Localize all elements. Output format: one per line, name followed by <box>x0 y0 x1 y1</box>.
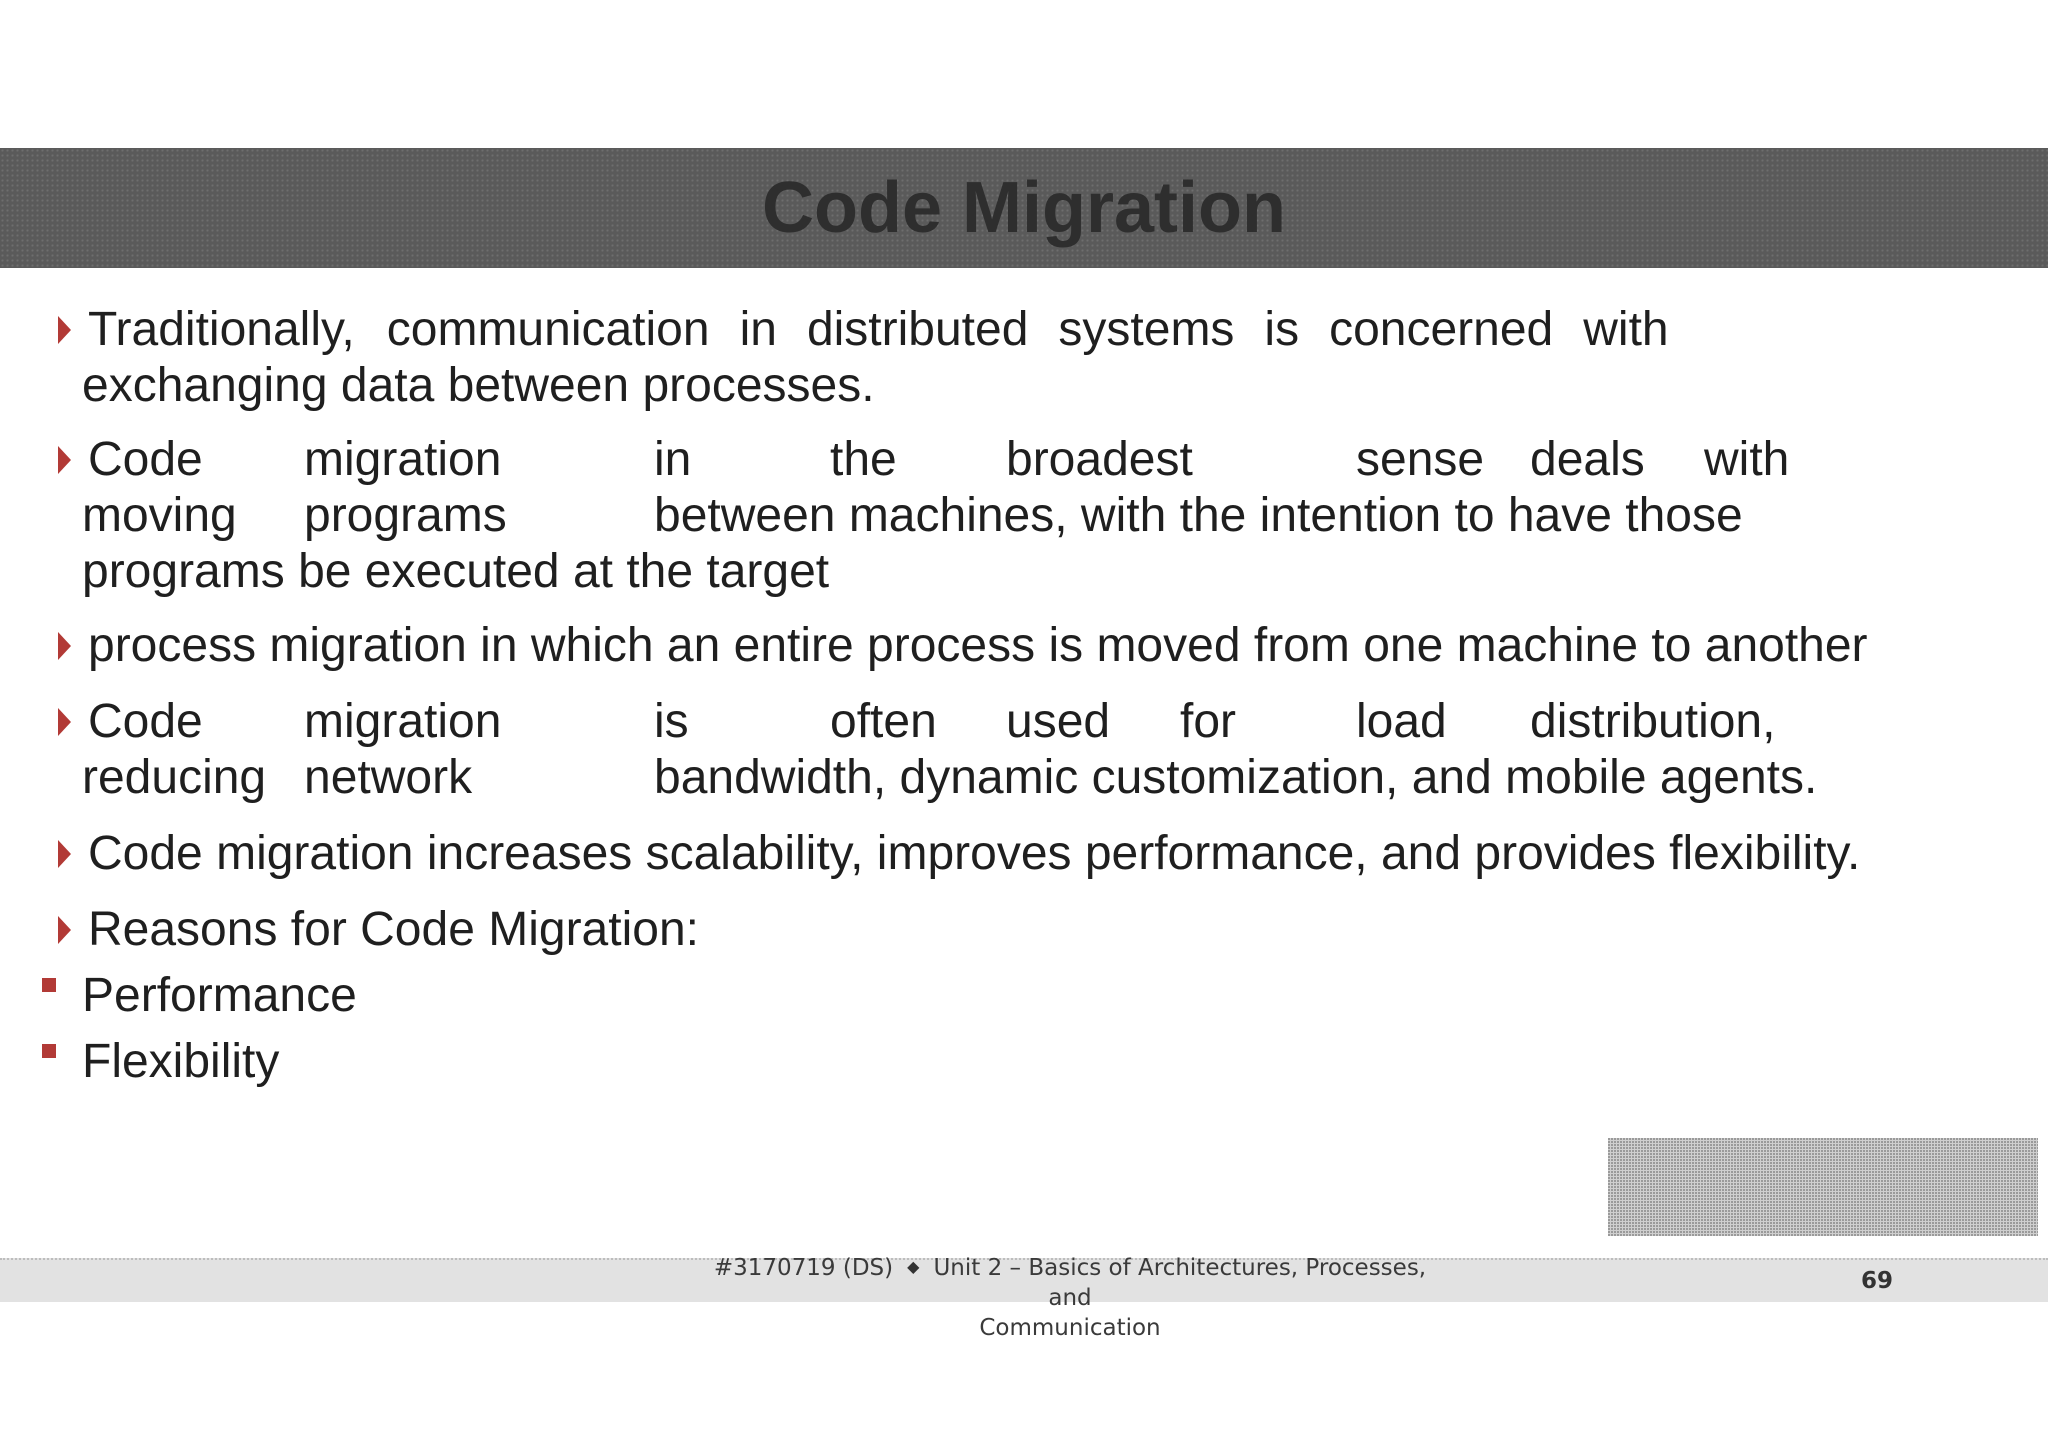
word: Code <box>88 695 203 748</box>
sub-bullet-square-icon <box>42 1044 56 1058</box>
logo-image <box>1608 1138 2038 1236</box>
footer-line-2: Communication <box>979 1315 1161 1341</box>
sub-bullet-square-icon <box>42 978 56 992</box>
sub-item-flexibility: Flexibility <box>82 1035 280 1088</box>
word: with <box>1583 303 1669 356</box>
bullet-arrow-icon <box>58 632 71 660</box>
word: for <box>1180 695 1237 748</box>
sub-item-performance: Performance <box>82 969 357 1022</box>
footer-text <box>690 1252 1450 1343</box>
word: in <box>654 433 692 486</box>
word: in <box>739 303 777 356</box>
word: deals <box>1530 433 1645 486</box>
bullet-5-line-1: Code migration increases scalability, improves performance, and provides flexibility. <box>88 827 1861 880</box>
course-code: #3170719 (DS) <box>713 1255 894 1281</box>
bullet-arrow-icon <box>58 840 71 868</box>
bullet-1-line-1 <box>88 302 1669 358</box>
bullet-arrow-icon <box>58 916 71 944</box>
word: distribution, <box>1530 695 1776 748</box>
word: often <box>830 695 937 748</box>
word: Traditionally, <box>88 303 355 356</box>
word: moving <box>82 489 237 542</box>
bullet-6-line-1: Reasons for Code Migration: <box>88 903 699 956</box>
diamond-separator-icon: ◆ <box>907 1257 920 1276</box>
word: migration <box>304 433 502 486</box>
word: the <box>830 433 897 486</box>
word: sense <box>1356 433 1485 486</box>
word: migration <box>304 695 502 748</box>
bullet-arrow-icon <box>58 316 71 344</box>
phrase: bandwidth, dynamic customization, and mobile agents. <box>654 751 1818 804</box>
word: is <box>654 695 689 748</box>
phrase: between machines, with the intention to have those <box>654 489 1743 542</box>
word: broadest <box>1006 433 1193 486</box>
word: Code <box>88 433 203 486</box>
bullet-2-line-3: programs be executed at the target <box>82 545 830 598</box>
word: distributed <box>806 303 1029 356</box>
word: with <box>1704 433 1790 486</box>
footer-line-1 <box>690 1252 1450 1313</box>
word: programs <box>304 489 507 542</box>
word: is <box>1264 303 1300 356</box>
word: reducing <box>82 751 267 804</box>
bullet-arrow-icon <box>58 708 71 736</box>
bullet-1-line-2: exchanging data between processes. <box>82 359 875 412</box>
word: systems <box>1058 303 1235 356</box>
word: concerned <box>1329 303 1554 356</box>
word: used <box>1006 695 1111 748</box>
bullet-arrow-icon <box>58 446 71 474</box>
word: communication <box>386 303 710 356</box>
bullet-3-line-1: process migration in which an entire process is moved from one machine to another <box>88 619 1868 672</box>
slide-title: Code Migration <box>762 168 1286 248</box>
page-number: 69 <box>1860 1268 1893 1294</box>
word: load <box>1356 695 1447 748</box>
word: network <box>304 751 473 804</box>
unit-title: Unit 2 – Basics of Architectures, Processes, and <box>933 1255 1427 1311</box>
